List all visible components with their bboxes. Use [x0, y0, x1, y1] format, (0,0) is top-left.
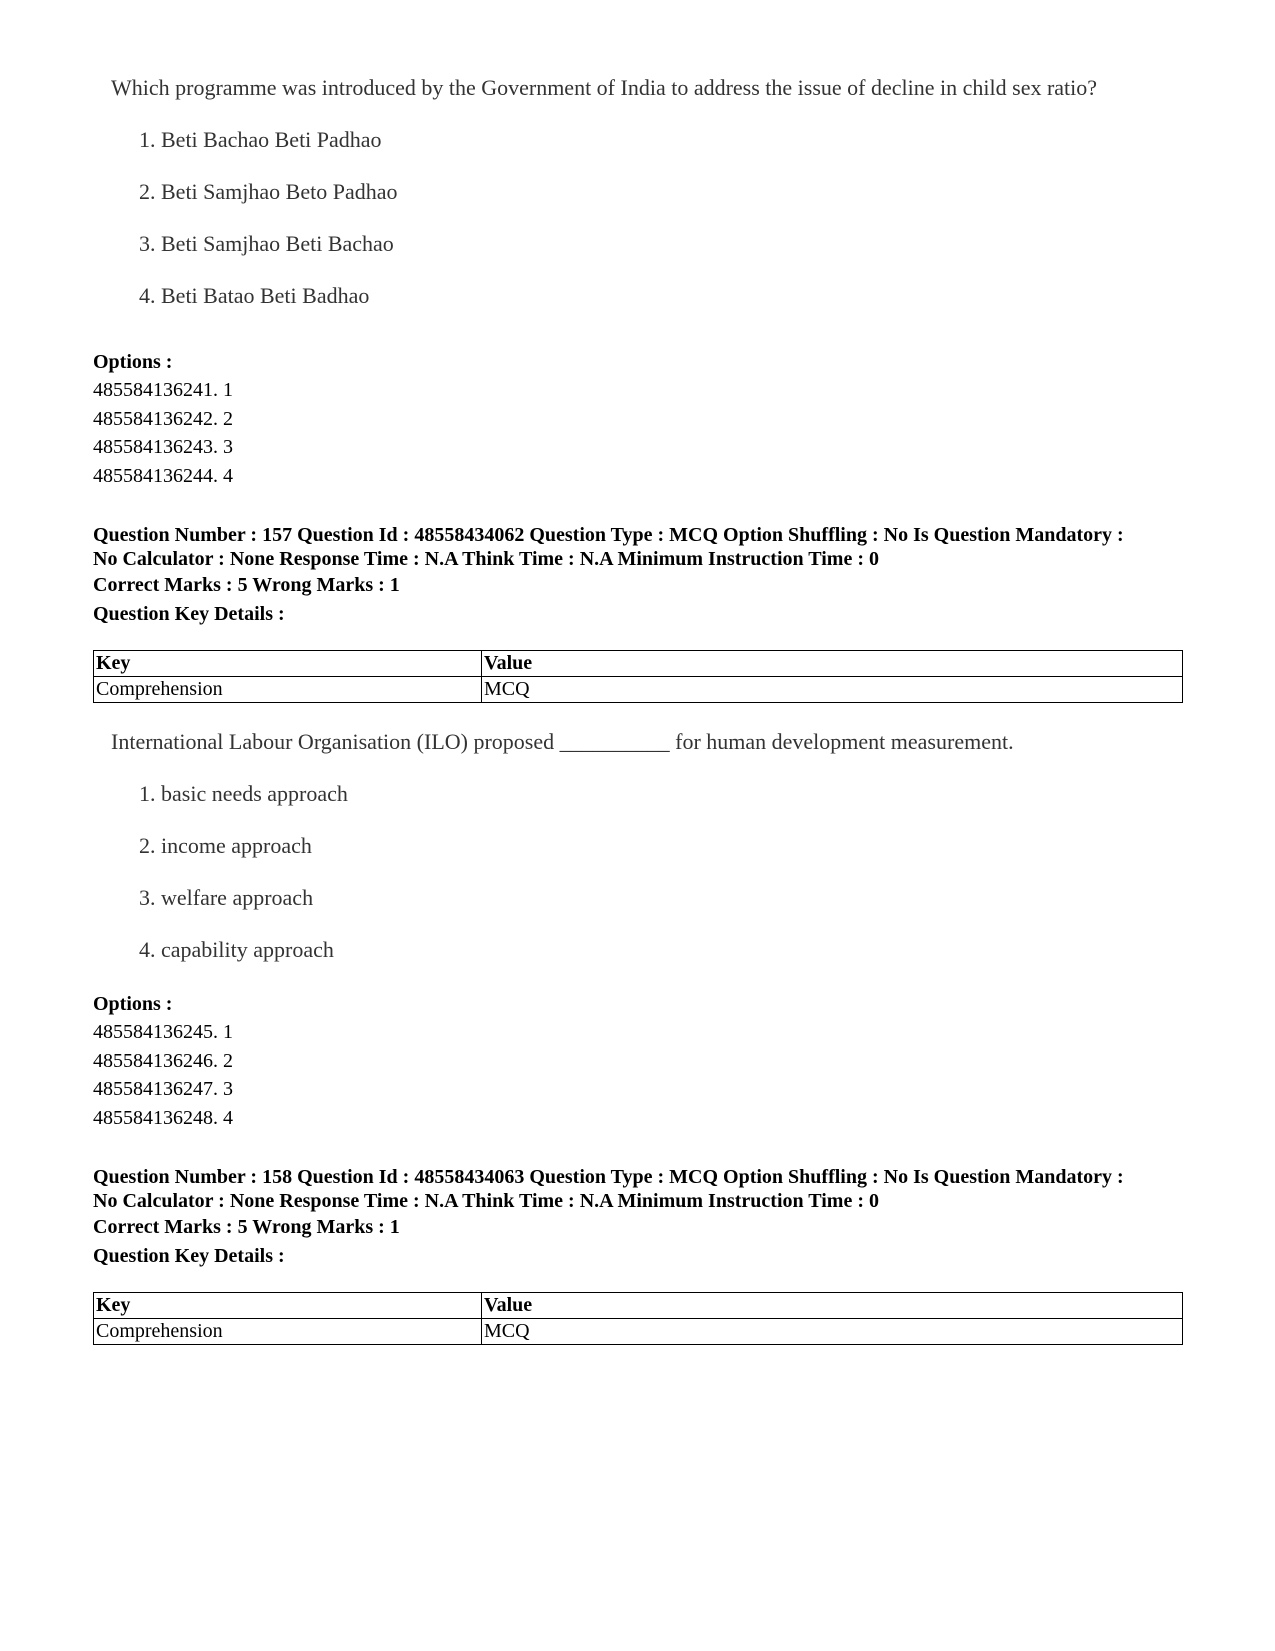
question-meta-line: No Calculator : None Response Time : N.A Think Time : N.A Minimum Instruction Time : 0 [93, 1189, 879, 1212]
table-header-value: Value [482, 651, 1183, 677]
question-meta-line: Question Number : 157 Question Id : 48558434062 Question Type : MCQ Option Shuffling : No Is Question Mandatory : [93, 524, 1124, 546]
table-cell-value: MCQ [482, 1319, 1183, 1345]
key-details-title: Question Key Details : [93, 603, 285, 625]
table-header-value: Value [482, 1293, 1183, 1319]
key-details-table-158 [93, 1292, 1183, 1345]
choice-2: 2. income approach [139, 833, 312, 858]
choice-1: 1. Beti Bachao Beti Padhao [139, 127, 382, 152]
option-row: 485584136247. 3 [93, 1078, 233, 1100]
option-row: 485584136243. 3 [93, 436, 233, 458]
question-157-image [111, 728, 1121, 963]
question-157-meta [93, 524, 1193, 629]
question-marks: Correct Marks : 5 Wrong Marks : 1 [93, 574, 400, 596]
choice-4: 4. Beti Batao Beti Badhao [139, 283, 370, 308]
options-title: Options : [93, 351, 173, 373]
question-156-image [111, 74, 1121, 309]
option-row: 485584136245. 1 [93, 1021, 233, 1043]
options-title: Options : [93, 993, 173, 1015]
options-block-157 [93, 990, 233, 1132]
table-header-row [94, 1293, 1183, 1319]
option-row: 485584136242. 2 [93, 407, 233, 430]
option-row: 485584136248. 4 [93, 1106, 233, 1129]
choice-2: 2. Beti Samjhao Beto Padhao [139, 179, 398, 204]
key-details-table-157 [93, 650, 1183, 703]
table-cell-key: Comprehension [94, 1319, 482, 1345]
table-header-row [94, 651, 1183, 677]
table-row [94, 1319, 1183, 1345]
question-marks: Correct Marks : 5 Wrong Marks : 1 [93, 1216, 400, 1238]
option-row: 485584136246. 2 [93, 1049, 233, 1072]
option-row: 485584136241. 1 [93, 379, 233, 401]
question-choices [111, 126, 1121, 309]
table-cell-value: MCQ [482, 677, 1183, 703]
options-block-156 [93, 348, 233, 490]
question-meta-line: No Calculator : None Response Time : N.A Think Time : N.A Minimum Instruction Time : 0 [93, 547, 879, 570]
table-header-key: Key [94, 651, 482, 677]
choice-1: 1. basic needs approach [139, 781, 348, 806]
question-158-meta [93, 1166, 1193, 1271]
choice-3: 3. welfare approach [139, 885, 314, 910]
question-text: International Labour Organisation (ILO) proposed __________ for human development measurement. [111, 729, 1014, 754]
table-header-key: Key [94, 1293, 482, 1319]
question-meta-line: Question Number : 158 Question Id : 48558434063 Question Type : MCQ Option Shuffling : No Is Question Mandatory : [93, 1166, 1124, 1188]
choice-4: 4. capability approach [139, 937, 334, 962]
question-choices [111, 780, 1121, 963]
option-row: 485584136244. 4 [93, 464, 233, 487]
question-text: Which programme was introduced by the Government of India to address the issue of decline in child sex ratio? [111, 75, 1098, 100]
table-row [94, 677, 1183, 703]
choice-3: 3. Beti Samjhao Beti Bachao [139, 231, 394, 256]
key-details-title: Question Key Details : [93, 1245, 285, 1267]
table-cell-key: Comprehension [94, 677, 482, 703]
